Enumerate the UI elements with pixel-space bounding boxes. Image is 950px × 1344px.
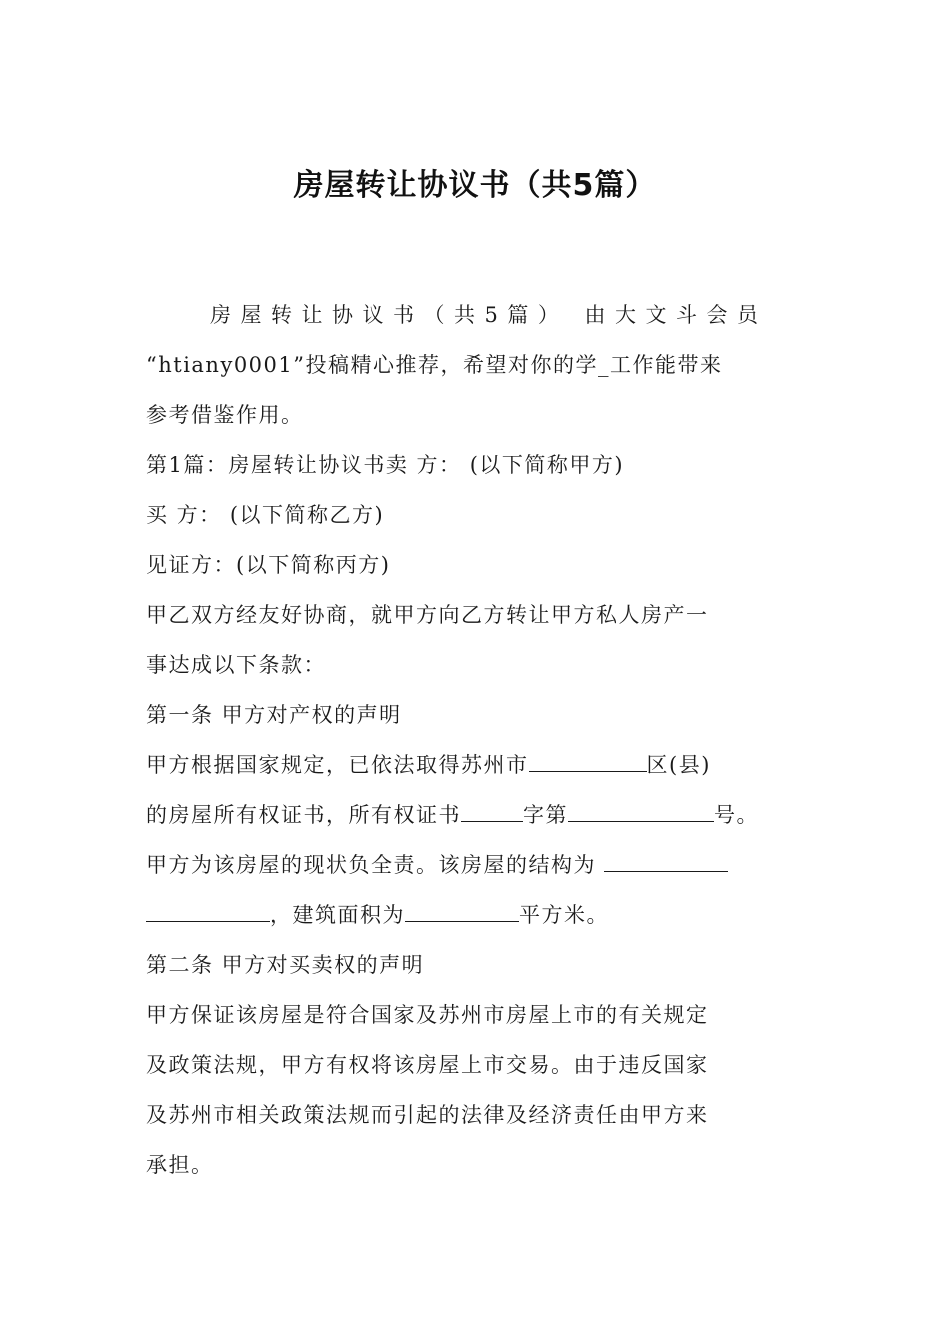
paragraph-line — [146, 840, 812, 890]
fill-in-blank — [146, 907, 270, 922]
document-title: 房屋转让协议书（共5篇） — [293, 168, 657, 203]
text-segment: 字第 — [523, 803, 568, 827]
section-heading: 第一条 甲方对产权的声明 — [146, 703, 402, 727]
paragraph-line — [146, 890, 812, 940]
paragraph-line: 及苏州市相关政策法规而引起的法律及经济责任由甲方来 — [146, 1103, 709, 1127]
text-segment: 甲方为该房屋的现状负全责。该房屋的结构为 — [146, 853, 605, 877]
paragraph-line: 事达成以下条款： — [146, 653, 326, 677]
text-segment: 平方米。 — [519, 903, 609, 927]
text-segment: 号。 — [714, 803, 759, 827]
paragraph-line — [146, 790, 812, 840]
fill-in-blank — [568, 807, 714, 822]
section-heading: 第二条 甲方对买卖权的声明 — [146, 953, 425, 977]
paragraph-line: 及政策法规，甲方有权将该房屋上市交易。由于违反国家 — [146, 1053, 709, 1077]
document-body — [146, 290, 812, 1190]
paragraph-line: 甲乙双方经友好协商，就甲方向乙方转让甲方私人房产一 — [146, 603, 709, 627]
text-segment: 甲方根据国家规定，已依法取得苏州市 — [146, 753, 529, 777]
paragraph-line: “htiany0001”投稿精心推荐，希望对你的学_工作能带来 — [146, 353, 723, 377]
paragraph-line — [146, 740, 812, 790]
paragraph-line: 第1篇：房屋转让协议书卖 方： (以下简称甲方) — [146, 453, 625, 477]
paragraph-line: 承担。 — [146, 1153, 214, 1177]
paragraph-line: 甲方保证该房屋是符合国家及苏州市房屋上市的有关规定 — [146, 1003, 709, 1027]
text-segment: 的房屋所有权证书，所有权证书 — [146, 803, 461, 827]
paragraph-line: 买 方： (以下简称乙方) — [146, 503, 385, 527]
fill-in-blank — [604, 857, 728, 872]
fill-in-blank — [405, 907, 519, 922]
fill-in-blank — [529, 757, 647, 772]
text-segment: 区(县) — [646, 753, 711, 777]
paragraph-line: 参考借鉴作用。 — [146, 403, 304, 427]
text-segment: ，建筑面积为 — [270, 903, 405, 927]
paragraph-line: 见证方：(以下简称丙方) — [146, 553, 391, 577]
fill-in-blank — [461, 807, 523, 822]
paragraph-line: 房屋转让协议书（共5篇） 由大文斗会员 — [210, 303, 768, 327]
